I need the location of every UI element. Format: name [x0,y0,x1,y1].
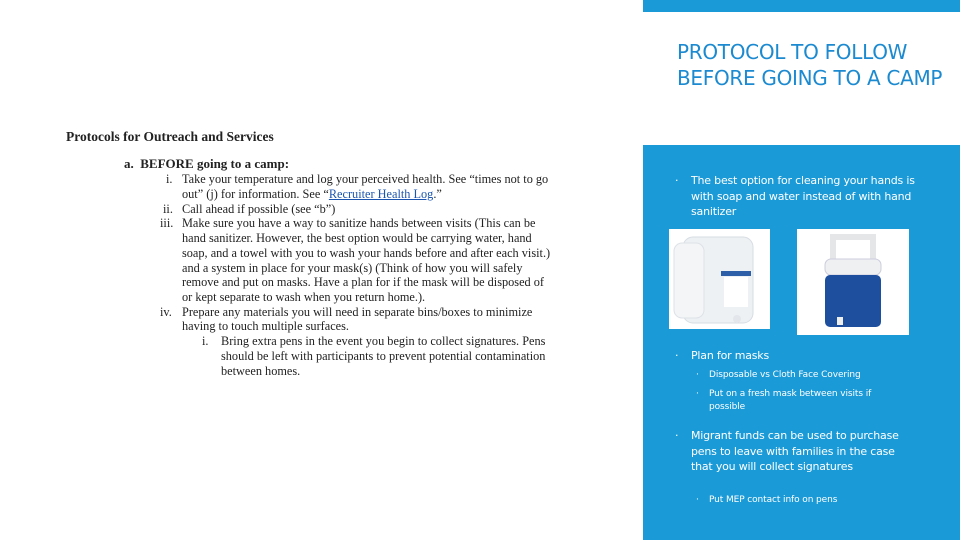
item-num: i. [166,172,173,186]
recruiter-health-log-link[interactable]: Recruiter Health Log [328,187,434,201]
item-line: Prepare any materials you will need in separate bins/boxes to minimize [182,305,533,319]
bullet-handwashing: · The best option for cleaning your hands is with soap and water instead of with hand sanitizer [691,173,916,220]
item-line: Bring extra pens in the event you begin to collect signatures. Pens [221,334,546,348]
section-title: BEFORE going to a camp: [140,156,290,171]
item-line: Take your temperature and log your perceived health. See “times not to go [182,172,549,186]
item-line: .” [433,187,442,201]
item-num: iv. [160,305,172,319]
item-line: between homes. [221,364,301,378]
sub-bullet-fresh-mask: · Put on a fresh mask between visits if possible [709,388,909,414]
item-line: or kept separate to wash when you return home.). [182,290,426,304]
item-line: out” (j) for information. See “ [182,187,329,201]
sub-bullet-mep-contact: · Put MEP contact info on pens [709,494,909,507]
item-line: Make sure you have a way to sanitize hands between visits (This can be [182,216,536,230]
item-line: having to touch multiple surfaces. [182,319,349,333]
item-line: should be left with participants to prevent potential contamination [221,349,546,363]
slide-title: PROTOCOL TO FOLLOW BEFORE GOING TO A CAMP [677,40,943,90]
water-cooler-icon [797,229,909,335]
bullet-migrant-funds: · Migrant funds can be used to purchase pens to leave with families in the case that you will collect signatures [691,428,916,475]
item-num: ii. [163,202,173,216]
bullet-plan-masks: · Plan for masks [691,348,916,364]
accent-strip [643,0,960,12]
item-line: and a system in place for your mask(s) (Think of how you will safely [182,261,523,275]
sub-bullet-disposable: · Disposable vs Cloth Face Covering [709,369,909,382]
item-line: remove and put on masks. Have a plan for if the mask will be disposed of [182,275,544,289]
item-line: soap, and a towel with you to wash your hands before and after each visit.) [182,246,551,260]
section-label: a. [124,156,134,171]
item-num: i. [202,334,209,348]
bullet-panel [643,145,960,540]
doc-heading: Protocols for Outreach and Services [66,129,274,144]
item-num: iii. [160,216,174,230]
item-line: hand sanitizer. However, the best option would be carrying water, hand [182,231,532,245]
water-jug-icon [669,229,770,329]
item-line: Call ahead if possible (see “b”) [182,202,336,216]
